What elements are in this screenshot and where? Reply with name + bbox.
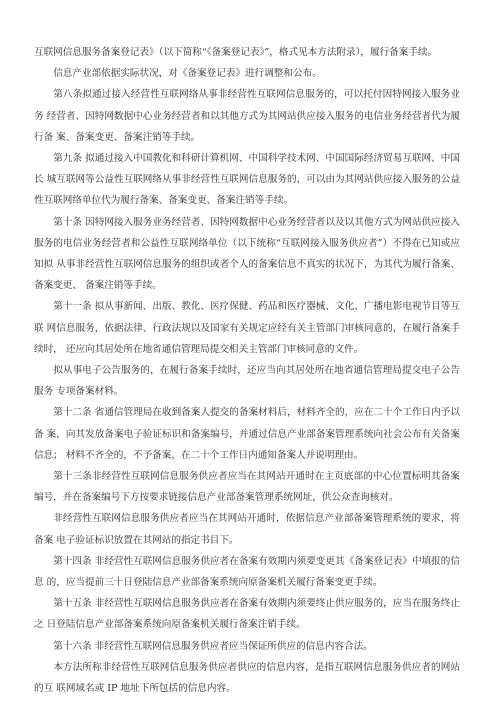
paragraph-article-13: 第十三条非经营性互联网信息服务供应者应当在其网站开通时在主页底部的中心位置标明其备案 编号，并在备案编号下方按要求链接信息产业部备案管理系统网址，供公众查询核对。 bbox=[34, 471, 460, 504]
paragraph-article-11: 第十一条 拟从事新闻、出版、教化、医疗保健、药品和医疗器械、文化、广播电影电视节目等互联 网信息服务，依据法律、行政法规以及国家有关规定应经有关主管部门审核同意的，在履行备案手续时， 还应向其居处所在地省通信管理局提交相关主管部门审核同意的文件。 bbox=[34, 301, 460, 355]
paragraph-content-definition: 本方法所称非经营性互联网信息服务供应者供应的信息内容，是指互联网信息服务供应者的网站的互 联网域名或 IP 地址下所包括的信息内容。 bbox=[34, 661, 460, 695]
paragraph-verification-mark: 非经营性互联网信息服务供应者应当在其网站开通时，依据信息产业部备案管理系统的要求，将备案 电子验证标识放置在其网站的指定书目下。 bbox=[34, 513, 460, 546]
paragraph-article-16: 第十六条 非经营性互联网信息服务供应者应当保证所供应的信息内容合法。 bbox=[53, 640, 373, 652]
paragraph-1: 互联网信息服务备案登记表》（以下简称“《备案登记表》”，格式见本方法附录），履行备案手续。 bbox=[34, 47, 438, 58]
paragraph-article-10: 第十条 因特网接入服务业务经营者、因特网数据中心业务经营者以及以其他方式为网站供应接入 服务的电信业务经营者和公益性互联网络单位（以下统称“互联网接入服务供应者”）不得在已知或应知拟 从事非经营性互联网信息服务的组织或者个人的备案信息不真实的状况下，为其代为履行备案、备案变更、 备案注销等手续。 bbox=[34, 216, 460, 292]
paragraph-2: 信息产业部依据实际状况，对《备案登记表》进行调整和公布。 bbox=[53, 68, 322, 80]
paragraph-bulletin-service: 拟从事电子公告服务的，在履行备案手续时，还应当向其居处所在地省通信管理局提交电子公告服务 专项备案材料。 bbox=[34, 365, 460, 398]
paragraph-article-9: 第九条 拟通过接入中国教化和科研计算机网、中国科学技术网、中国国际经济贸易互联网、中国长 城互联网等公益性互联网络从事非经营性互联网信息服务的，可以由为其网站供应接入服务的公益 性互联网络单位代为履行备案、备案变更、备案注销等手续。 bbox=[34, 153, 460, 207]
paragraph-article-14: 第十四条 非经营性互联网信息服务供应者在备案有效期内须要变更其《备案登记表》中填报的信息 的，应当提前三十日登陆信息产业部备案系统向原备案机关履行备案变更手续。 bbox=[34, 555, 460, 589]
paragraph-article-8: 第八条拟通过接入经营性互联网络从事非经营性互联网信息服务的，可以托付因特网接入服务业务 经营者、因特网数据中心业务经营者和以其他方式为其网站供应接入服务的电信业务经营者代为履行备 案、备案变更、备案注销等手续。 bbox=[34, 89, 460, 143]
paragraph-article-15: 第十五条 非经营性互联网信息服务供应者在备案有效期内须要终止供应服务的，应当在服务终止之 日登陆信息产业部备案系统向原备案机关履行备案注销手续。 bbox=[34, 598, 460, 631]
paragraph-article-12: 第十二条 省通信管理局在收到备案人提交的备案材料后，材料齐全的，应在二十个工作日内予以备 案，向其发放备案电子验证标识和备案编号，并通过信息产业部备案管理系统向社会公布有关备案信息； 材料不齐全的，不予备案，在二十个工作日内通知备案人并说明理由。 bbox=[34, 407, 460, 461]
